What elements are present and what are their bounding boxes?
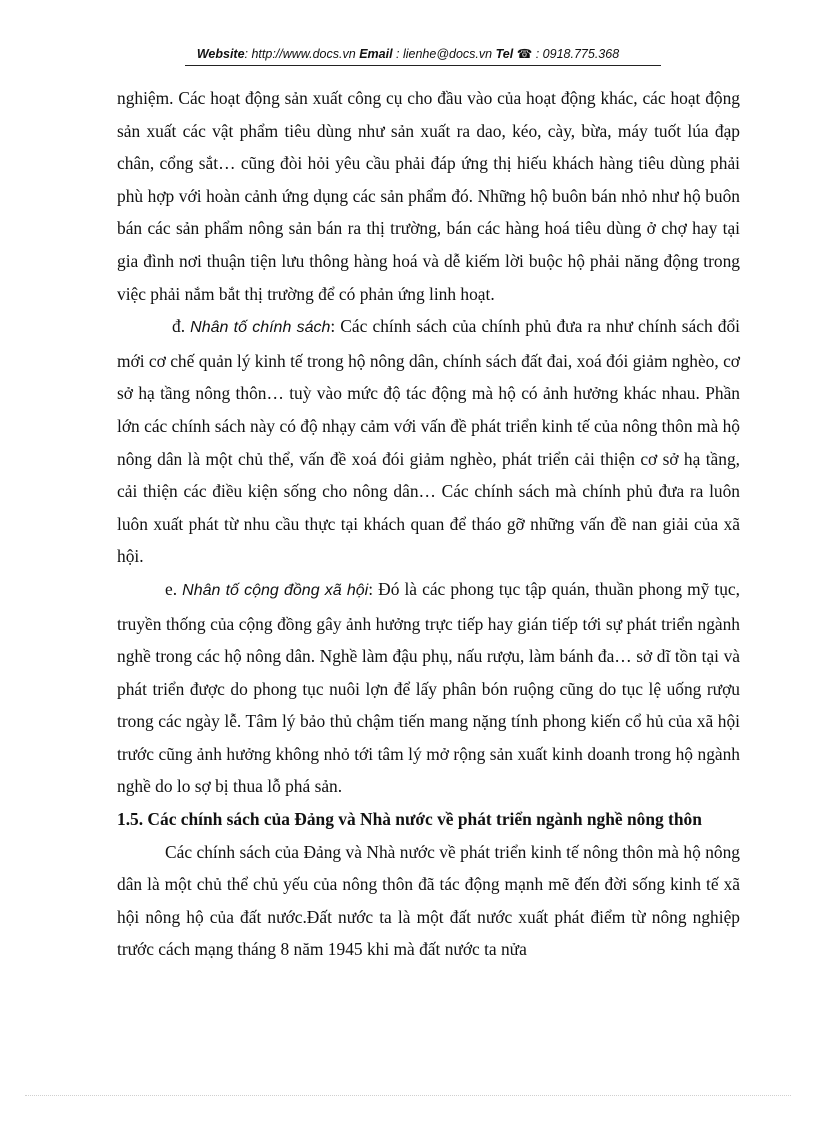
phone-icon: ☎ (516, 47, 533, 61)
email-label: Email (359, 47, 393, 61)
header-rule (185, 65, 661, 66)
paragraph-2-lead: đ. (172, 316, 191, 337)
paragraph-3-title: Nhân tố cộng đồng xã hội (182, 581, 369, 599)
website-value: : http://www.docs.vn (244, 47, 356, 61)
page-header (0, 46, 816, 61)
paragraph-1: nghiệm. Các hoạt động sản xuất công cụ cho đầu vào của hoạt động khác, các hoạt động sản xuất các vật phẩm tiêu dùng như sản xuất ra dao, kéo, cày, bừa, máy tuốt lúa đạp chân, cổng sắt… cũng đòi hỏi yêu cầu phải đáp ứng thị hiếu khách hàng tiêu dùng phải phù hợp với hoàn cảnh ứng dụng các sản phẩm đó. Những hộ buôn bán nhỏ như hộ buôn bán các sản phẩm nông sản bán ra thị trường, bán các hàng hoá tiêu dùng ở chợ hay tại gia đình nơi thuận tiện lưu thông hàng hoá và dễ kiếm lời buộc hộ phải năng động trong việc phải nắm bắt thị trường để có phản ứng linh hoạt. (117, 88, 740, 304)
paragraph-2 (117, 310, 740, 573)
email-value: : lienhe@docs.vn (392, 47, 493, 61)
document-body (117, 82, 740, 966)
tel-label: Tel (495, 47, 514, 61)
section-heading: 1.5. Các chính sách của Đảng và Nhà nước về phát triển ngành nghề nông thôn (117, 809, 702, 830)
website-label: Website (196, 47, 245, 61)
paragraph-3-lead: e. (165, 578, 183, 599)
paragraph-3-body: : Đó là các phong tục tập quán, thuần phong mỹ tục, truyền thống của cộng đồng gây ảnh hưởng trực tiếp hay gián tiếp tới sự phát triển ngành nghề trong các hộ nông dân. Nghề làm đậu phụ, nấu rượu, làm bánh đa… sở dĩ tồn tại và phát triển được do phong tục nuôi lợn để lấy phân bón ruộng cũng do tục lệ uống rượu trong các ngày lễ. Tâm lý bảo thủ chậm tiến mang nặng tính phong kiến cổ hủ của xã hội trước cũng ảnh hưởng không nhỏ tới tâm lý mở rộng sản xuất kinh doanh trong hộ ngành nghề do lo sợ bị thua lỗ phá sản. (117, 578, 741, 797)
paragraph-2-title: Nhân tố chính sách (190, 319, 331, 337)
footer-rule (25, 1095, 791, 1096)
paragraph-2-body: : Các chính sách của chính phủ đưa ra như chính sách đổi mới cơ chế quản lý kinh tế trong hộ nông dân, chính sách đất đai, xoá đói giảm nghèo, cơ sở hạ tầng nông thôn… tuỳ vào mức độ tác động mà hộ có ảnh hưởng khác nhau. Phần lớn các chính sách này có độ nhạy cảm với vấn đề phát triển kinh tế của nông thôn mà hộ nông dân là một chủ thể, vấn đề xoá đói giảm nghèo, phát triển cải thiện cơ sở hạ tầng, cải thiện các điều kiện sống cho nông dân… Các chính sách mà chính phủ đưa ra luôn luôn xuất phát từ nhu cầu thực tại khách quan để tháo gỡ những vấn đề nan giải của xã hội. (117, 316, 740, 567)
tel-value: : 0918.775.368 (532, 47, 620, 61)
paragraph-4: Các chính sách của Đảng và Nhà nước về phát triển kinh tế nông thôn mà hộ nông dân là một chủ thể chủ yếu của nông thôn đã tác động mạnh mẽ đến đời sống kinh tế xã hội nông hộ của đất nước.Đất nước ta là một đất nước xuất phát điểm từ nông nghiệp trước cách mạng tháng 8 năm 1945 khi mà đất nước ta nửa (117, 841, 740, 960)
paragraph-3 (117, 573, 740, 803)
